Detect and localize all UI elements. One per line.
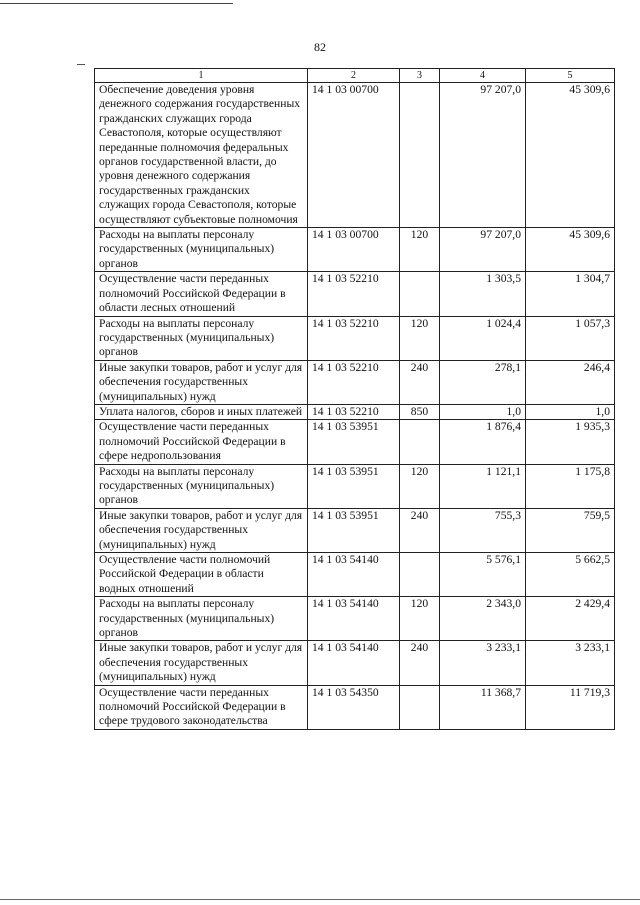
row-expense-type-cell: 120	[400, 597, 440, 641]
row-code-cell: 14 1 03 54140	[308, 553, 400, 597]
row-value-cell: 1 175,8	[526, 464, 615, 508]
row-expense-type-cell: 240	[400, 641, 440, 685]
row-code-cell: 14 1 03 52210	[308, 272, 400, 316]
row-expense-type-cell	[400, 83, 440, 228]
row-value-cell: 1,0	[526, 404, 615, 419]
table-header-row	[95, 69, 615, 83]
row-expense-type-cell	[400, 272, 440, 316]
row-value-cell: 1 876,4	[440, 420, 526, 464]
table-row	[95, 464, 615, 508]
row-expense-type-cell: 120	[400, 316, 440, 360]
row-name-cell: Расходы на выплаты персоналу государственных (муниципальных) органов	[95, 464, 308, 508]
row-value-cell: 11 368,7	[440, 685, 526, 729]
table-row	[95, 272, 615, 316]
row-code-cell: 14 1 03 52210	[308, 360, 400, 404]
row-value-cell: 97 207,0	[440, 83, 526, 228]
table-row	[95, 420, 615, 464]
row-name-cell: Иные закупки товаров, работ и услуг для обеспечения государственных (муниципальных) нужд	[95, 641, 308, 685]
row-value-cell: 1,0	[440, 404, 526, 419]
row-value-cell: 1 935,3	[526, 420, 615, 464]
row-expense-type-cell: 120	[400, 228, 440, 272]
row-name-cell: Осуществление части переданных полномочий Российской Федерации в сфере недропользования	[95, 420, 308, 464]
table-row	[95, 316, 615, 360]
table-row	[95, 641, 615, 685]
table-row	[95, 360, 615, 404]
row-name-cell: Осуществление части переданных полномочий Российской Федерации в области лесных отношений	[95, 272, 308, 316]
table-row	[95, 597, 615, 641]
table-row	[95, 404, 615, 419]
column-header: 1	[95, 69, 308, 83]
row-value-cell: 45 309,6	[526, 83, 615, 228]
row-value-cell: 1 121,1	[440, 464, 526, 508]
scan-mark	[77, 64, 85, 65]
table-row	[95, 508, 615, 552]
row-code-cell: 14 1 03 53951	[308, 420, 400, 464]
row-expense-type-cell	[400, 685, 440, 729]
row-value-cell: 2 343,0	[440, 597, 526, 641]
row-name-cell: Расходы на выплаты персоналу государственных (муниципальных) органов	[95, 597, 308, 641]
row-code-cell: 14 1 03 54140	[308, 641, 400, 685]
budget-table	[94, 68, 615, 730]
row-code-cell: 14 1 03 53951	[308, 464, 400, 508]
scan-edge-line	[0, 3, 233, 4]
row-code-cell: 14 1 03 52210	[308, 404, 400, 419]
row-expense-type-cell: 240	[400, 360, 440, 404]
row-value-cell: 5 576,1	[440, 553, 526, 597]
row-name-cell: Иные закупки товаров, работ и услуг для обеспечения государственных (муниципальных) нужд	[95, 360, 308, 404]
row-value-cell: 2 429,4	[526, 597, 615, 641]
row-code-cell: 14 1 03 00700	[308, 83, 400, 228]
row-name-cell: Расходы на выплаты персоналу государственных (муниципальных) органов	[95, 316, 308, 360]
table-row	[95, 83, 615, 228]
table-row	[95, 685, 615, 729]
column-header: 3	[400, 69, 440, 83]
row-name-cell: Обеспечение доведения уровня денежного содержания государственных гражданских служащих города Севастополя, которые осуществляют переданные полномочия федеральных органов государственной власти, до уровня денежного содержания государственных гражданских служащих города Севастополя, которые осуществляют субъектовые полномочия	[95, 83, 308, 228]
row-value-cell: 246,4	[526, 360, 615, 404]
row-value-cell: 11 719,3	[526, 685, 615, 729]
table-row	[95, 553, 615, 597]
row-name-cell: Осуществление части полномочий Российской Федерации в области водных отношений	[95, 553, 308, 597]
row-value-cell: 3 233,1	[440, 641, 526, 685]
row-value-cell: 278,1	[440, 360, 526, 404]
column-header: 5	[526, 69, 615, 83]
row-value-cell: 45 309,6	[526, 228, 615, 272]
row-expense-type-cell: 850	[400, 404, 440, 419]
row-value-cell: 1 303,5	[440, 272, 526, 316]
column-header: 2	[308, 69, 400, 83]
row-value-cell: 755,3	[440, 508, 526, 552]
row-expense-type-cell	[400, 553, 440, 597]
row-value-cell: 1 057,3	[526, 316, 615, 360]
row-name-cell: Уплата налогов, сборов и иных платежей	[95, 404, 308, 419]
row-code-cell: 14 1 03 52210	[308, 316, 400, 360]
row-value-cell: 3 233,1	[526, 641, 615, 685]
row-expense-type-cell	[400, 420, 440, 464]
row-value-cell: 1 304,7	[526, 272, 615, 316]
row-code-cell: 14 1 03 54350	[308, 685, 400, 729]
row-name-cell: Расходы на выплаты персоналу государственных (муниципальных) органов	[95, 228, 308, 272]
row-value-cell: 5 662,5	[526, 553, 615, 597]
row-value-cell: 1 024,4	[440, 316, 526, 360]
row-code-cell: 14 1 03 53951	[308, 508, 400, 552]
row-code-cell: 14 1 03 00700	[308, 228, 400, 272]
row-value-cell: 97 207,0	[440, 228, 526, 272]
row-expense-type-cell: 240	[400, 508, 440, 552]
row-name-cell: Осуществление части переданных полномочий Российской Федерации в сфере трудового законодательства	[95, 685, 308, 729]
row-expense-type-cell: 120	[400, 464, 440, 508]
row-value-cell: 759,5	[526, 508, 615, 552]
column-header: 4	[440, 69, 526, 83]
table-row	[95, 228, 615, 272]
row-name-cell: Иные закупки товаров, работ и услуг для обеспечения государственных (муниципальных) нужд	[95, 508, 308, 552]
page-number: 82	[314, 40, 326, 54]
row-code-cell: 14 1 03 54140	[308, 597, 400, 641]
scan-edge-line	[0, 899, 640, 900]
